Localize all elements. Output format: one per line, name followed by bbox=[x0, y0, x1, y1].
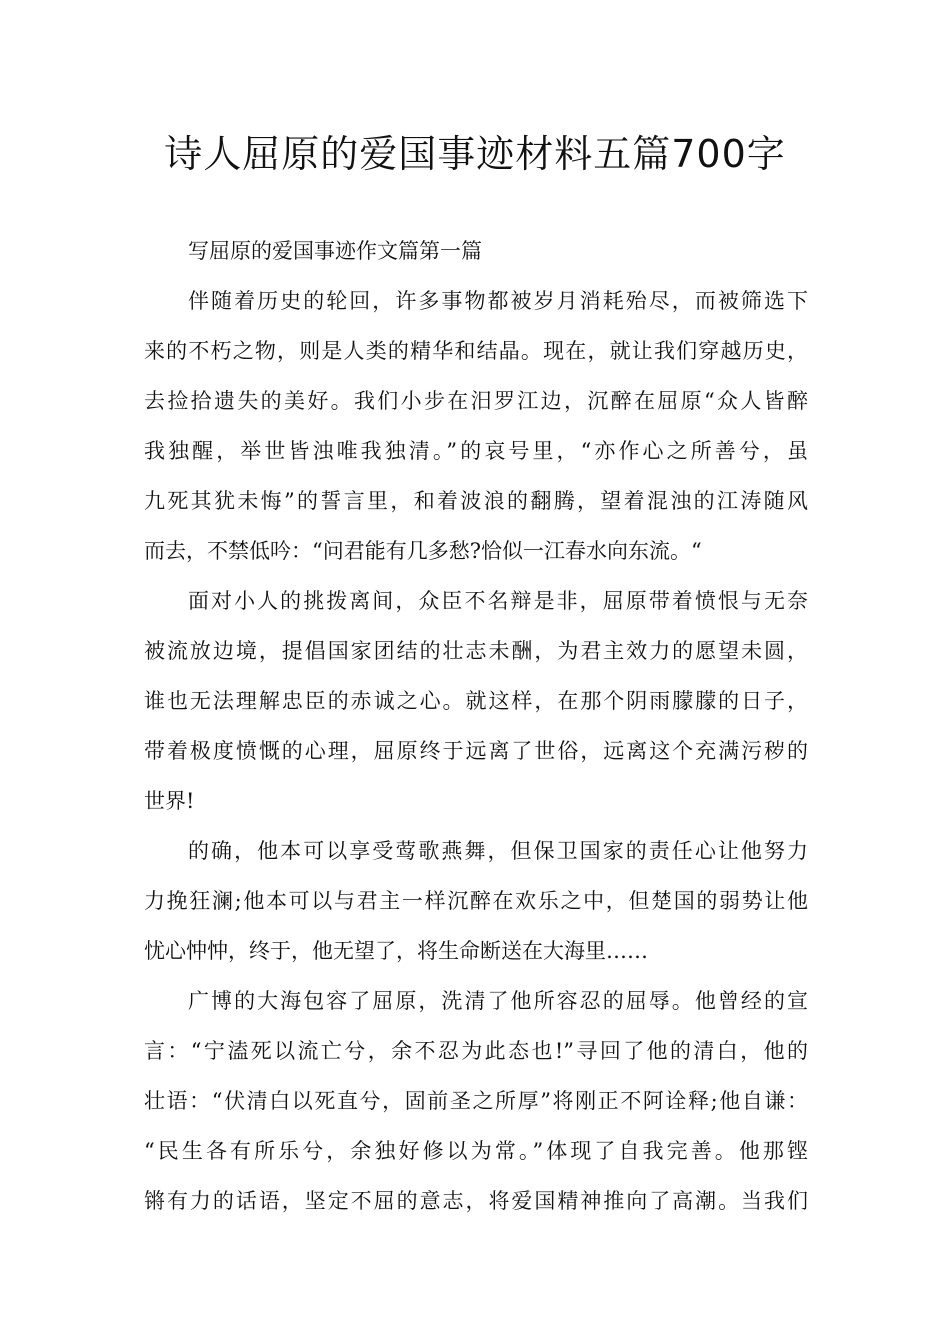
paragraph-3-line-3: 忧心忡忡，终于，他无望了，将生命断送在大海里…… bbox=[144, 939, 648, 963]
paragraph-1-line-6: 而去，不禁低吟：“问君能有几多愁?恰似一江春水向东流。“ bbox=[144, 539, 702, 563]
paragraph-2-line-1: 面对小人的挑拨离间，众臣不名辩是非，屈原带着愤恨与无奈 bbox=[188, 589, 808, 613]
paragraph-1-line-4: 我独醒，举世皆浊唯我独清。”的哀号里，“亦作心之所善兮，虽 bbox=[144, 439, 808, 463]
paragraph-4-line-4: “民生各有所乐兮，余独好修以为常。”体现了自我完善。他那铿 bbox=[144, 1139, 808, 1163]
section-heading: 写屈原的爱国事迹作文篇第一篇 bbox=[188, 239, 482, 263]
document-title: 诗人屈原的爱国事迹材料五篇700字 bbox=[164, 132, 786, 176]
paragraph-1-line-5: 九死其犹未悔”的誓言里，和着波浪的翻腾，望着混浊的江涛随风 bbox=[144, 489, 808, 513]
paragraph-2-line-5: 世界! bbox=[144, 789, 195, 813]
paragraph-4-line-5: 锵有力的话语，坚定不屈的意志，将爱国精神推向了高潮。当我们 bbox=[144, 1189, 808, 1213]
paragraph-4-line-3: 壮语：“伏清白以死直兮，固前圣之所厚”将刚正不阿诠释;他自谦： bbox=[144, 1089, 808, 1113]
paragraph-3-line-1: 的确，他本可以享受莺歌燕舞，但保卫国家的责任心让他努力 bbox=[188, 839, 808, 863]
paragraph-4-line-2: 言：“宁溘死以流亡兮，余不忍为此态也!”寻回了他的清白，他的 bbox=[144, 1039, 808, 1063]
paragraph-3-line-2: 力挽狂澜;他本可以与君主一样沉醉在欢乐之中，但楚国的弱势让他 bbox=[144, 889, 808, 913]
paragraph-1-line-1: 伴随着历史的轮回，许多事物都被岁月消耗殆尽，而被筛选下 bbox=[188, 289, 808, 313]
paragraph-1-line-2: 来的不朽之物，则是人类的精华和结晶。现在，就让我们穿越历史， bbox=[144, 339, 808, 363]
paragraph-2-line-3: 谁也无法理解忠臣的赤诚之心。就这样，在那个阴雨朦朦的日子， bbox=[144, 689, 808, 713]
paragraph-2-line-2: 被流放边境，提倡国家团结的壮志未酬，为君主效力的愿望未圆， bbox=[144, 639, 808, 663]
paragraph-1-line-3: 去捡拾遗失的美好。我们小步在汨罗江边，沉醉在屈原“众人皆醉 bbox=[144, 389, 808, 413]
paragraph-4-line-1: 广博的大海包容了屈原，洗清了他所容忍的屈辱。他曾经的宣 bbox=[188, 989, 808, 1013]
paragraph-2-line-4: 带着极度愤慨的心理，屈原终于远离了世俗，远离这个充满污秽的 bbox=[144, 739, 808, 763]
